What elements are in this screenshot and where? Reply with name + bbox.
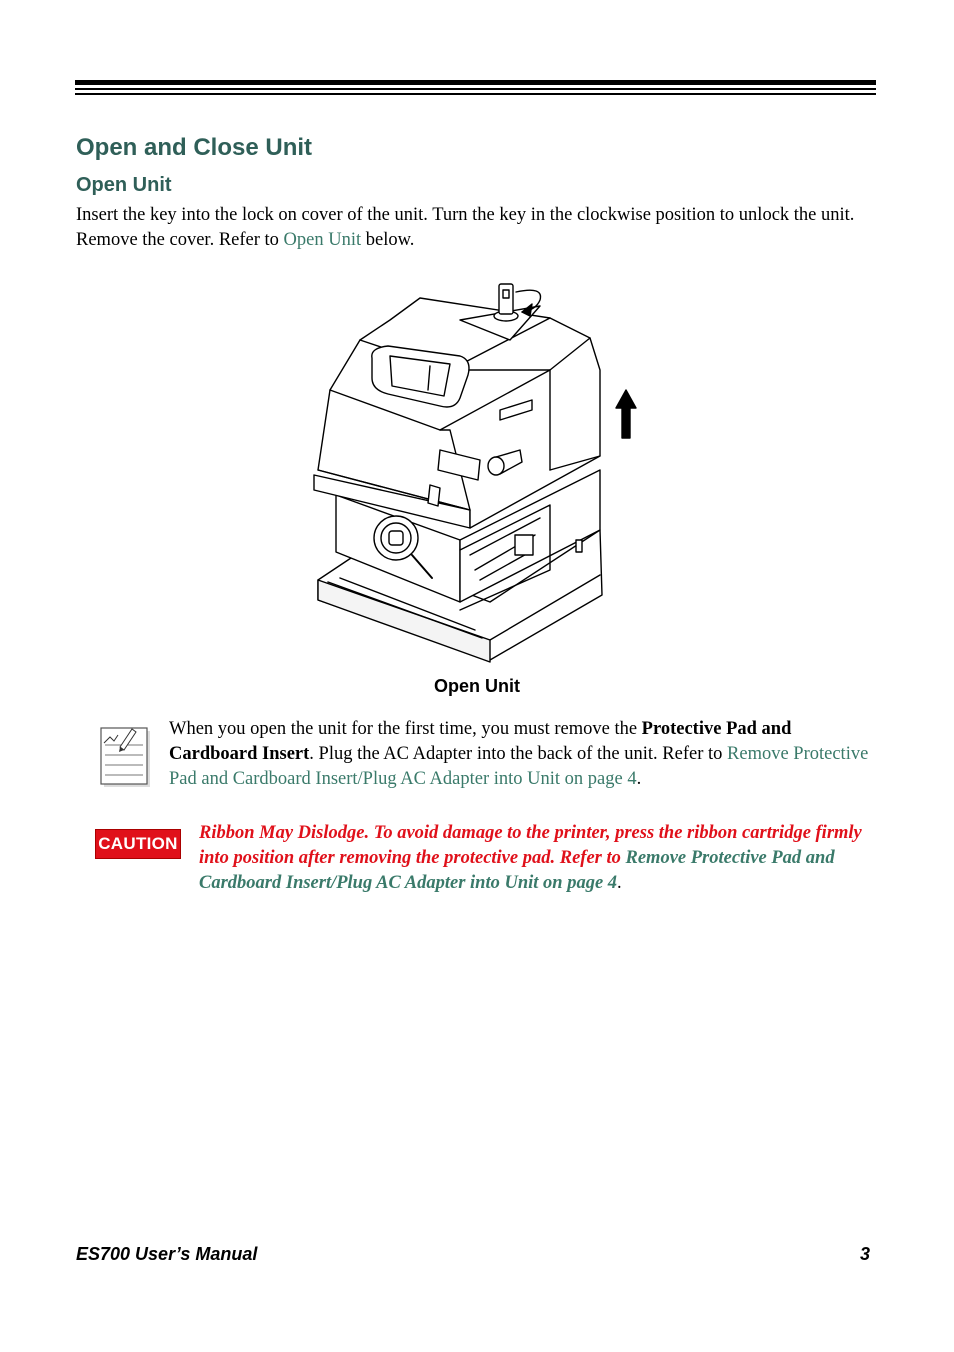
- intro-paragraph: [76, 203, 876, 253]
- note-text-mid: . Plug the AC Adapter into the back of the unit. Refer to: [309, 744, 728, 764]
- open-unit-link[interactable]: Open Unit: [283, 230, 362, 250]
- caution-text-end: .: [617, 873, 622, 893]
- intro-text-end: below.: [361, 230, 415, 250]
- lift-arrow-icon: [616, 390, 636, 438]
- caution-badge: CAUTION: [95, 829, 181, 859]
- note-bold: Protective Pad and Cardboard Insert: [169, 719, 792, 764]
- page-number: 3: [859, 1244, 870, 1264]
- note-text: When you open the unit for the first time, you must remove the: [169, 719, 642, 739]
- figure-caption: Open Unit: [434, 676, 520, 696]
- note-text-end: .: [636, 769, 642, 789]
- note-pencil-icon: [100, 723, 152, 789]
- caution-paragraph: [199, 821, 874, 896]
- header-rule: [75, 80, 876, 95]
- header-rule-thin-2: [75, 93, 876, 95]
- caution-text: Ribbon May Dislodge. To avoid damage to the printer, press the ribbon cartridge firmly into position after removing the protective pad. Refer to: [199, 823, 862, 868]
- page-title: Open and Close Unit: [76, 134, 313, 161]
- header-rule-thick: [75, 80, 876, 85]
- section-title: Open Unit: [76, 174, 172, 196]
- intro-text: Insert the key into the lock on cover of the unit. Turn the key in the clockwise position to unlock the unit. Remove the cover. Refer to: [76, 205, 855, 250]
- caution-link[interactable]: Remove Protective Pad and Cardboard Insert/Plug AC Adapter into Unit on page 4: [199, 848, 835, 893]
- header-rule-thin: [75, 88, 876, 90]
- footer-title: ES700 User’s Manual: [76, 1244, 258, 1264]
- open-unit-illustration: [300, 270, 650, 670]
- remove-pad-link[interactable]: Remove Protective Pad and Cardboard Insert/Plug AC Adapter into Unit on page 4: [169, 744, 869, 789]
- footer: [76, 1244, 870, 1265]
- note-paragraph: [169, 717, 869, 792]
